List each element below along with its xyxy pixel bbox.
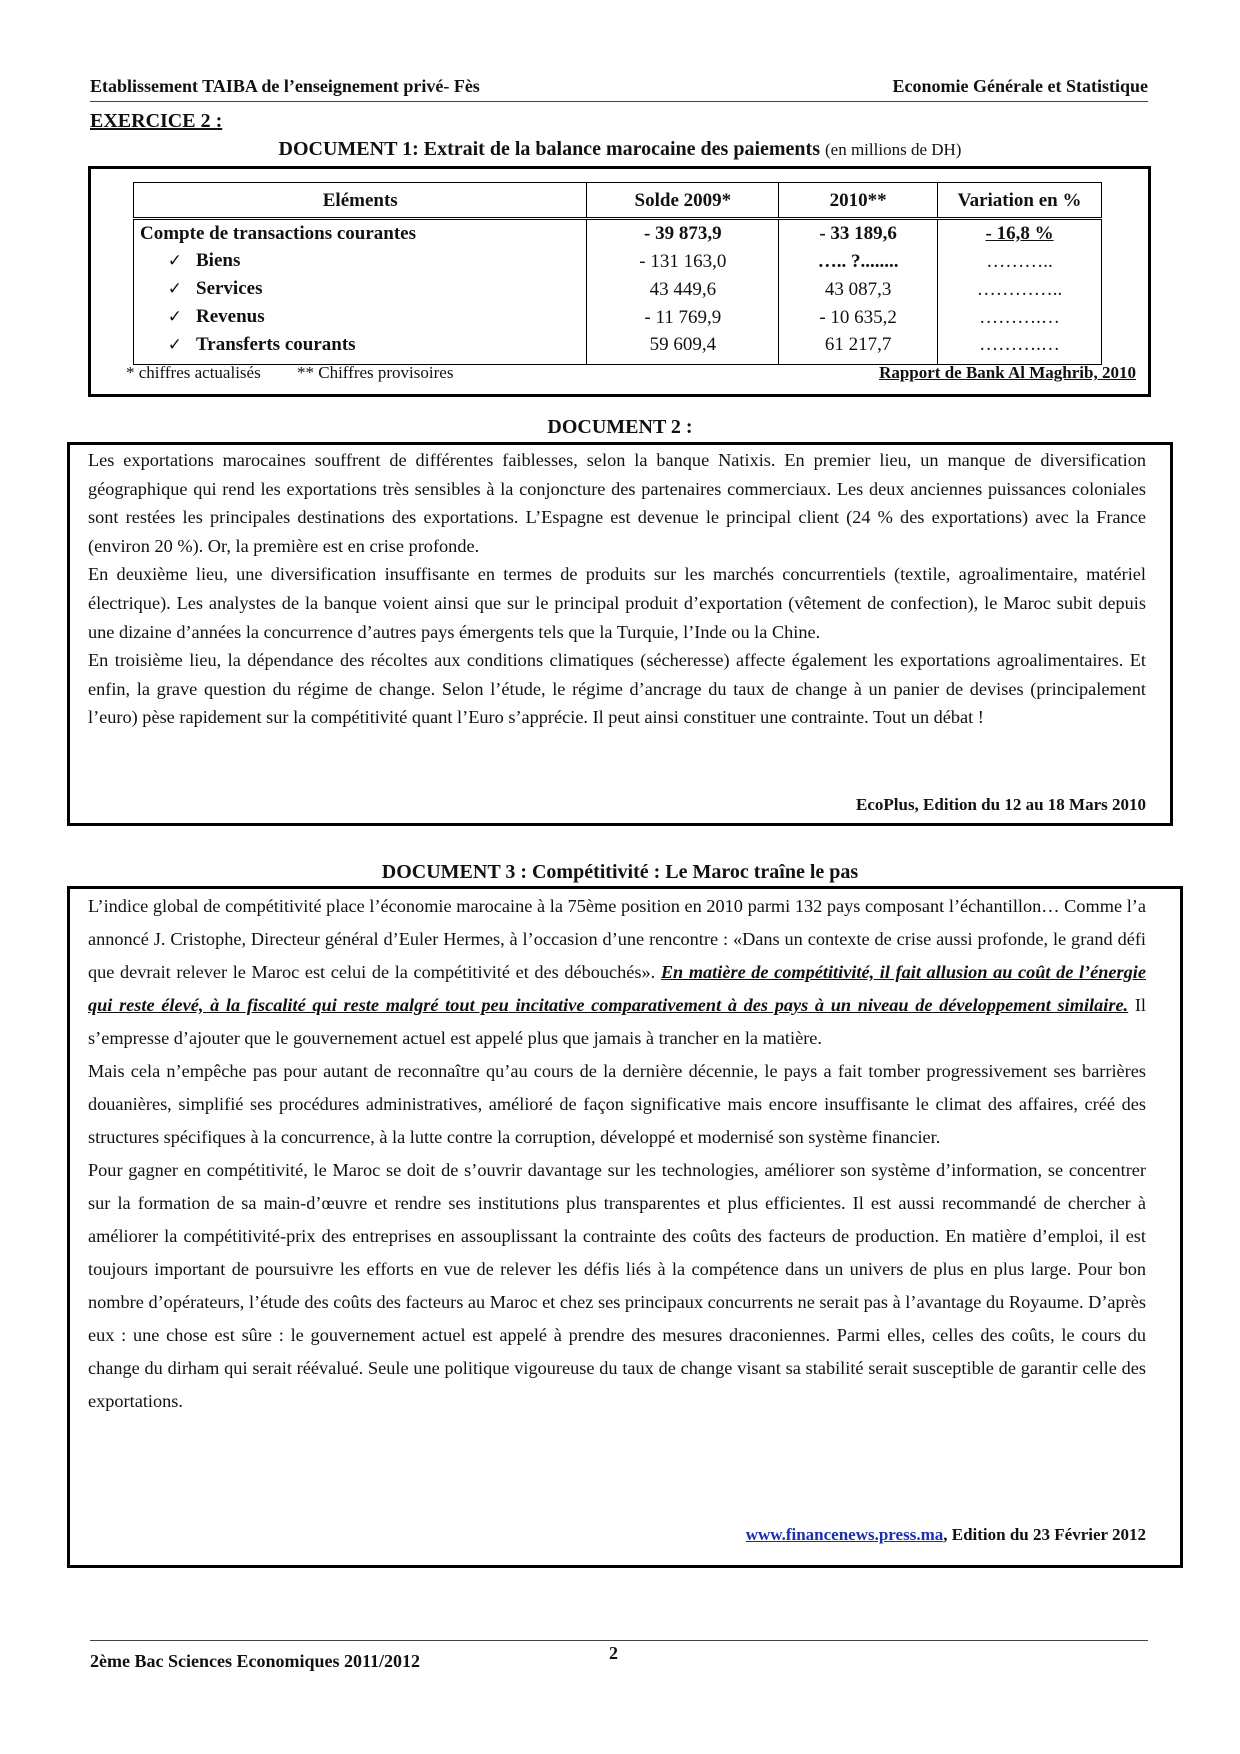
doc2-paragraph: En troisième lieu, la dépendance des récoltes aux conditions climatiques (sécheresse) affecte également les exportations agroalimentaires. Et enfin, la grave question du régime de change. Selon l’étude, le régime d’ancrage du taux de change à un panier de devises (principalement l’euro) pèse rapidement sur la compétitivité quant l’Euro s’apprécie. Il peut ainsi constituer une contrainte. Tout un débat !: [88, 650, 1146, 728]
table-row: [134, 275, 1102, 303]
col-header: Variation en %: [938, 183, 1102, 219]
cell-2009: 43 449,6: [587, 275, 779, 303]
row-label: Revenus: [196, 306, 265, 327]
cell-variation: ………..: [938, 247, 1102, 275]
doc2-title: DOCUMENT 2 :: [547, 416, 693, 438]
footer-class: 2ème Bac Sciences Economiques 2011/2012: [90, 1651, 420, 1671]
col-header: Solde 2009*: [587, 183, 779, 219]
table-header-row: [134, 183, 1102, 219]
page-number: 2: [609, 1643, 618, 1663]
cell-variation: ……….…: [938, 331, 1102, 365]
table-row: [134, 247, 1102, 275]
cell-variation: - 16,8 %: [938, 219, 1102, 248]
cell-2009: - 11 769,9: [587, 303, 779, 331]
col-header: Eléments: [134, 183, 587, 219]
doc3-paragraph: Mais cela n’empêche pas pour autant de reconnaître qu’au cours de la dernière décennie, le pays a fait tomber progressivement ses barrières douanières, simplifié ses procédures administratives, amélioré de façon significative mais encore insuffisante le climat des affaires, créé des structures spécifiques à la concurrence, à la lutte contre la corruption, développé et modernisé son système financier.: [88, 1061, 1146, 1147]
header-rule: [90, 101, 1148, 102]
doc3-paragraph: [88, 890, 1146, 1055]
cell-2010: - 33 189,6: [779, 219, 938, 248]
doc2-body: [88, 446, 1146, 732]
table-row: [134, 219, 1102, 248]
header-subject: Economie Générale et Statistique: [892, 76, 1148, 96]
cell-2009: 59 609,4: [587, 331, 779, 365]
cell-2010: - 10 635,2: [779, 303, 938, 331]
cell-2010: ….. ?........: [779, 247, 938, 275]
row-label: Biens: [196, 250, 241, 271]
cell-variation: ……….…: [938, 303, 1102, 331]
col-header: 2010**: [779, 183, 938, 219]
doc3-title: DOCUMENT 3 : Compétitivité : Le Maroc traîne le pas: [381, 861, 859, 883]
header-school: Etablissement TAIBA de l’enseignement privé- Fès: [90, 76, 480, 96]
check-icon: ✓: [167, 335, 182, 355]
table-row: [134, 303, 1102, 331]
row-label: Transferts courants: [196, 334, 356, 355]
exercise-title: EXERCICE 2 :: [90, 110, 223, 132]
cell-2009: - 39 873,9: [587, 219, 779, 248]
doc1-title-text: DOCUMENT 1: Extrait de la balance marocaine des paiements: [278, 138, 820, 160]
doc3-emphasis: En matière de compétitivité, il fait allusion au coût de l’énergie qui reste élevé, à la fiscalité qui reste malgré tout peu incitative comparativement à des pays à un niveau de développement similaire.: [88, 962, 1146, 1015]
cell-variation: …………..: [938, 275, 1102, 303]
doc1-source: Rapport de Bank Al Maghrib, 2010: [879, 363, 1136, 382]
cell-2010: 61 217,7: [779, 331, 938, 365]
source-date: , Edition du 23 Février 2012: [943, 1525, 1146, 1544]
row-label: Compte de transactions courantes: [134, 219, 587, 248]
source-link[interactable]: www.financenews.press.ma: [745, 1525, 944, 1544]
footer-rule: [90, 1640, 1148, 1641]
check-icon: ✓: [167, 279, 182, 299]
row-label: Services: [196, 278, 263, 299]
note-actualised: * chiffres actualisés: [126, 363, 261, 382]
doc1-title: [0, 138, 1240, 161]
doc2-paragraph: En deuxième lieu, une diversification insuffisante en termes de produits sur les marchés concurrentiels (textile, agroalimentaire, matériel électrique). Les analystes de la banque voient ainsi que sur le principal produit d’exportation (vêtement de confection), le Maroc subit depuis une dizaine d’années la concurrence d’autres pays émergents tels que la Turquie, l’Inde ou la Chine.: [88, 564, 1146, 642]
doc1-unit: (en millions de DH): [825, 140, 962, 159]
cell-2010: 43 087,3: [779, 275, 938, 303]
check-icon: ✓: [167, 251, 182, 271]
doc3-paragraph: Pour gagner en compétitivité, le Maroc se doit de s’ouvrir davantage sur les technologies, améliorer son système d’information, se concentrer sur la formation de sa main-d’œuvre et rendre ses institutions plus transparentes et plus efficientes. Il est aussi recommandé de chercher à améliorer la compétitivité-prix des entreprises en assouplissant la contrainte des coûts des facteurs de production. En matière d’emploi, il est toujours important de poursuivre les efforts en vue de relever les défis liés à la compétence dans un univers de plus en plus large. Pour bon nombre d’opérateurs, l’étude des coûts des facteurs au Maroc et chez ses principaux concurrents ne serait pas à l’avantage du Royaume. D’après eux : une chose est sûre : le gouvernement actuel est appelé à prendre des mesures draconiennes. Parmi elles, celles des coûts, le cours du change du dirham qui serait réévalué. Seule une politique vigoureuse du taux de change visant sa stabilité serait susceptible de garantir celle des exportations.: [88, 1160, 1146, 1411]
doc3-p1-end: Il s’empresse d’ajouter que le gouvernement actuel est appelé plus que jamais à trancher en la matière.: [88, 995, 1146, 1048]
note-provisional: ** Chiffres provisoires: [297, 363, 454, 382]
doc3-p1-start: L’indice global de compétitivité place l’économie marocaine à la 75ème position en 2010 parmi 132 pays composant l’échantillon… Comme l’a annoncé J. Cristophe, Directeur général d’Euler Hermes, à l’occasion d’une rencontre : «Dans un contexte de crise aussi profonde, le grand défi que devrait relever le Maroc est celui de la compétitivité et des débouchés».: [88, 896, 1146, 982]
table-row: [134, 331, 1102, 365]
doc3-body: [88, 890, 1146, 1418]
doc2-source: EcoPlus, Edition du 12 au 18 Mars 2010: [856, 795, 1146, 814]
doc3-source: [746, 1525, 1146, 1545]
cell-2009: - 131 163,0: [587, 247, 779, 275]
balance-table: [133, 182, 1102, 365]
doc2-paragraph: Les exportations marocaines souffrent de différentes faiblesses, selon la banque Natixis. En premier lieu, un manque de diversification géographique qui rend les exportations très sensibles à la conjoncture des partenaires commerciaux. Les deux anciennes puissances coloniales sont restées les principales destinations des exportations. L’Espagne est devenue le principal client (24 % des exportations) avec la France (environ 20 %). Or, la première est en crise profonde.: [88, 450, 1146, 556]
check-icon: ✓: [167, 307, 182, 327]
